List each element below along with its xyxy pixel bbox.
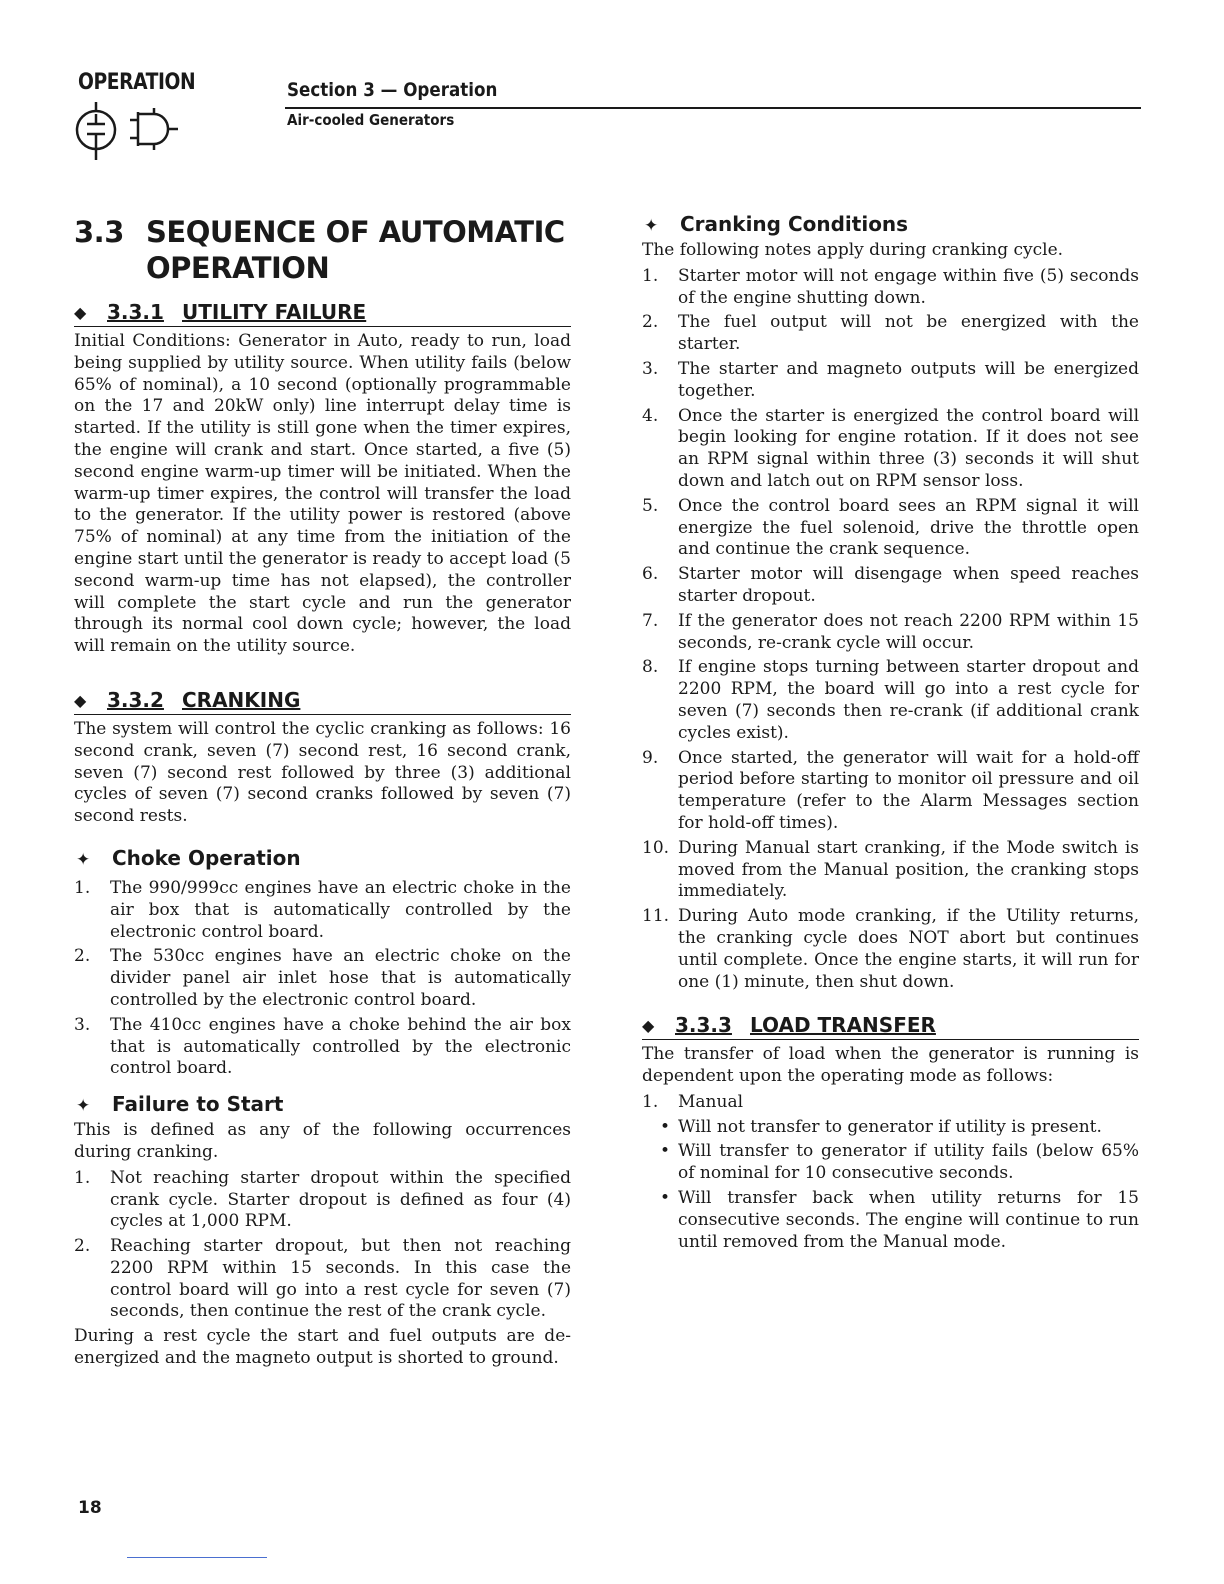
choke-operation-heading xyxy=(74,844,571,874)
cranking-conditions-intro: The following notes apply during cranking cycle. xyxy=(642,240,1064,260)
footer-line xyxy=(127,1557,267,1558)
cranking-heading xyxy=(74,688,571,715)
load-transfer-number: 3.3.3 xyxy=(675,1013,732,1038)
four-point-star-icon: ✦ xyxy=(644,216,659,236)
generator-icon xyxy=(74,100,204,168)
failure-to-start-outro: During a rest cycle the start and fuel outputs are de-energized and the magneto output is shorted to ground. xyxy=(74,1326,571,1369)
utility-failure-heading xyxy=(74,300,571,327)
list-item: 3. The 410cc engines have a choke behind the air box that is automatically controlled by the electronic control board. xyxy=(74,1014,571,1079)
load-transfer-title: LOAD TRANSFER xyxy=(750,1013,936,1038)
utility-failure-body: Initial Conditions: Generator in Auto, ready to run, load being supplied by utility source. When utility fails (below 65% of nominal), a 10 second (optionally programmable on the 17 and 20kW only) line interrupt delay time is started. If the utility is still gone when the timer expires, the engine will crank and start. Once started, a five (5) second engine warm-up timer will be initiated. When the warm-up timer expires, the control will transfer the load to the generator. If the utility power is restored (above 75% of nominal) at any time from the initiation of the engine start until the generator is ready to accept load (5 second warm-up time has not elapsed), the controller will complete the start cycle and run the generator through its normal cool down cycle; however, the load will remain on the utility source. xyxy=(74,331,572,657)
four-point-star-icon: ✦ xyxy=(76,1096,91,1117)
utility-failure-number: 3.3.1 xyxy=(107,300,164,324)
failure-to-start-title: Failure to Start xyxy=(112,1092,284,1117)
right-column xyxy=(642,210,1139,1256)
main-heading-title: SEQUENCE OF AUTOMATIC OPERATION xyxy=(146,215,565,285)
list-item: 1. The 990/999cc engines have an electric choke in the air box that is automatically controlled by the electronic control board. xyxy=(74,877,571,942)
operation-label: OPERATION xyxy=(78,70,196,95)
header-rule xyxy=(285,107,1141,109)
section-title: Section 3 — Operation xyxy=(287,79,498,101)
list-item: • Will transfer back when utility returns for 15 consecutive seconds. The engine will continue to run until removed from the Manual mode. xyxy=(659,1188,1139,1252)
load-transfer-heading xyxy=(642,1013,1139,1040)
failure-to-start-intro: This is defined as any of the following occurrences during cranking. xyxy=(74,1120,571,1162)
choke-operation-title: Choke Operation xyxy=(112,845,301,870)
load-transfer-bullets xyxy=(642,1117,1139,1254)
list-item: 1. Starter motor will not engage within five (5) seconds of the engine shutting down. xyxy=(642,265,1139,308)
cranking-conditions-title: Cranking Conditions xyxy=(680,212,909,236)
list-item: 3. The starter and magneto outputs will be energized together. xyxy=(642,358,1139,401)
load-transfer-intro: The transfer of load when the generator is running is dependent upon the operating mode as follows: xyxy=(642,1044,1139,1087)
section-subtitle: Air-cooled Generators xyxy=(287,111,455,129)
utility-failure-title: UTILITY FAILURE xyxy=(182,300,367,324)
list-item: 7. If the generator does not reach 2200 RPM within 15 seconds, re-crank cycle will occur. xyxy=(642,610,1139,653)
list-item: • Will not transfer to generator if utility is present. xyxy=(659,1116,1102,1137)
list-item: 8. If engine stops turning between starter dropout and 2200 RPM, the board will go into a rest cycle for seven (7) seconds then re-crank (if additional crank cycles exist). xyxy=(642,657,1139,743)
diamond-bullet-icon: ◆ xyxy=(642,1016,655,1036)
main-heading xyxy=(74,214,571,286)
cranking-body: The system will control the cyclic cranking as follows: 16 second crank, seven (7) second rest, 16 second crank, seven (7) second rest followed by three (3) additional cycles of seven (7) second cranks followed by seven (7) second rests. xyxy=(74,718,571,827)
list-item: 6. Starter motor will disengage when speed reaches starter dropout. xyxy=(642,564,1139,606)
list-item: 2. Reaching starter dropout, but then not reaching 2200 RPM within 15 seconds. In this case the control board will go into a rest cycle for seven (7) seconds, then continue the rest of the crank cycle. xyxy=(74,1236,571,1322)
list-item: 11. During Auto mode cranking, if the Utility returns, the cranking cycle does NOT abort but continues until complete. Once the engine starts, it will run for one (1) minute, then shut down. xyxy=(642,906,1139,992)
diamond-bullet-icon: ◆ xyxy=(74,303,87,322)
cranking-conditions-heading xyxy=(642,210,1139,240)
cranking-number: 3.3.2 xyxy=(107,687,164,712)
list-item: 1. Manual xyxy=(642,1091,744,1112)
cranking-title: CRANKING xyxy=(182,687,301,712)
page-number: 18 xyxy=(78,1498,102,1518)
list-item: 1. Not reaching starter dropout within the specified crank cycle. Starter dropout is defined as four (4) cycles at 1,000 RPM. xyxy=(74,1167,571,1232)
list-item: 2. The fuel output will not be energized with the starter. xyxy=(642,312,1139,355)
diamond-bullet-icon: ◆ xyxy=(74,690,87,710)
list-item: 10. During Manual start cranking, if the Mode switch is moved from the Manual position, the cranking stops immediately. xyxy=(642,837,1139,902)
choke-operation-list xyxy=(74,878,571,1080)
failure-to-start-list xyxy=(74,1168,571,1324)
list-item: 2. The 530cc engines have an electric choke on the divider panel air inlet hose that is automatically controlled by the electronic control board. xyxy=(74,946,571,1010)
list-item: • Will transfer to generator if utility fails (below 65% of nominal for 10 consecutive seconds. xyxy=(659,1141,1139,1184)
list-item: 9. Once started, the generator will wait for a hold-off period before starting to monitor oil pressure and oil temperature (refer to the Alarm Messages section for hold-off times). xyxy=(642,747,1139,833)
four-point-star-icon: ✦ xyxy=(76,849,91,870)
left-column xyxy=(74,210,571,1370)
load-transfer-list xyxy=(642,1092,1139,1114)
failure-to-start-heading xyxy=(74,1090,571,1120)
cranking-conditions-list xyxy=(642,266,1139,994)
list-item: 5. Once the control board sees an RPM signal it will energize the fuel solenoid, drive the throttle open and continue the crank sequence. xyxy=(642,495,1139,560)
list-item: 4. Once the starter is energized the control board will begin looking for engine rotation. If it does not see an RPM signal within three (3) seconds it will shut down and latch out on RPM sensor loss. xyxy=(642,405,1139,491)
main-heading-number: 3.3 xyxy=(74,215,124,249)
